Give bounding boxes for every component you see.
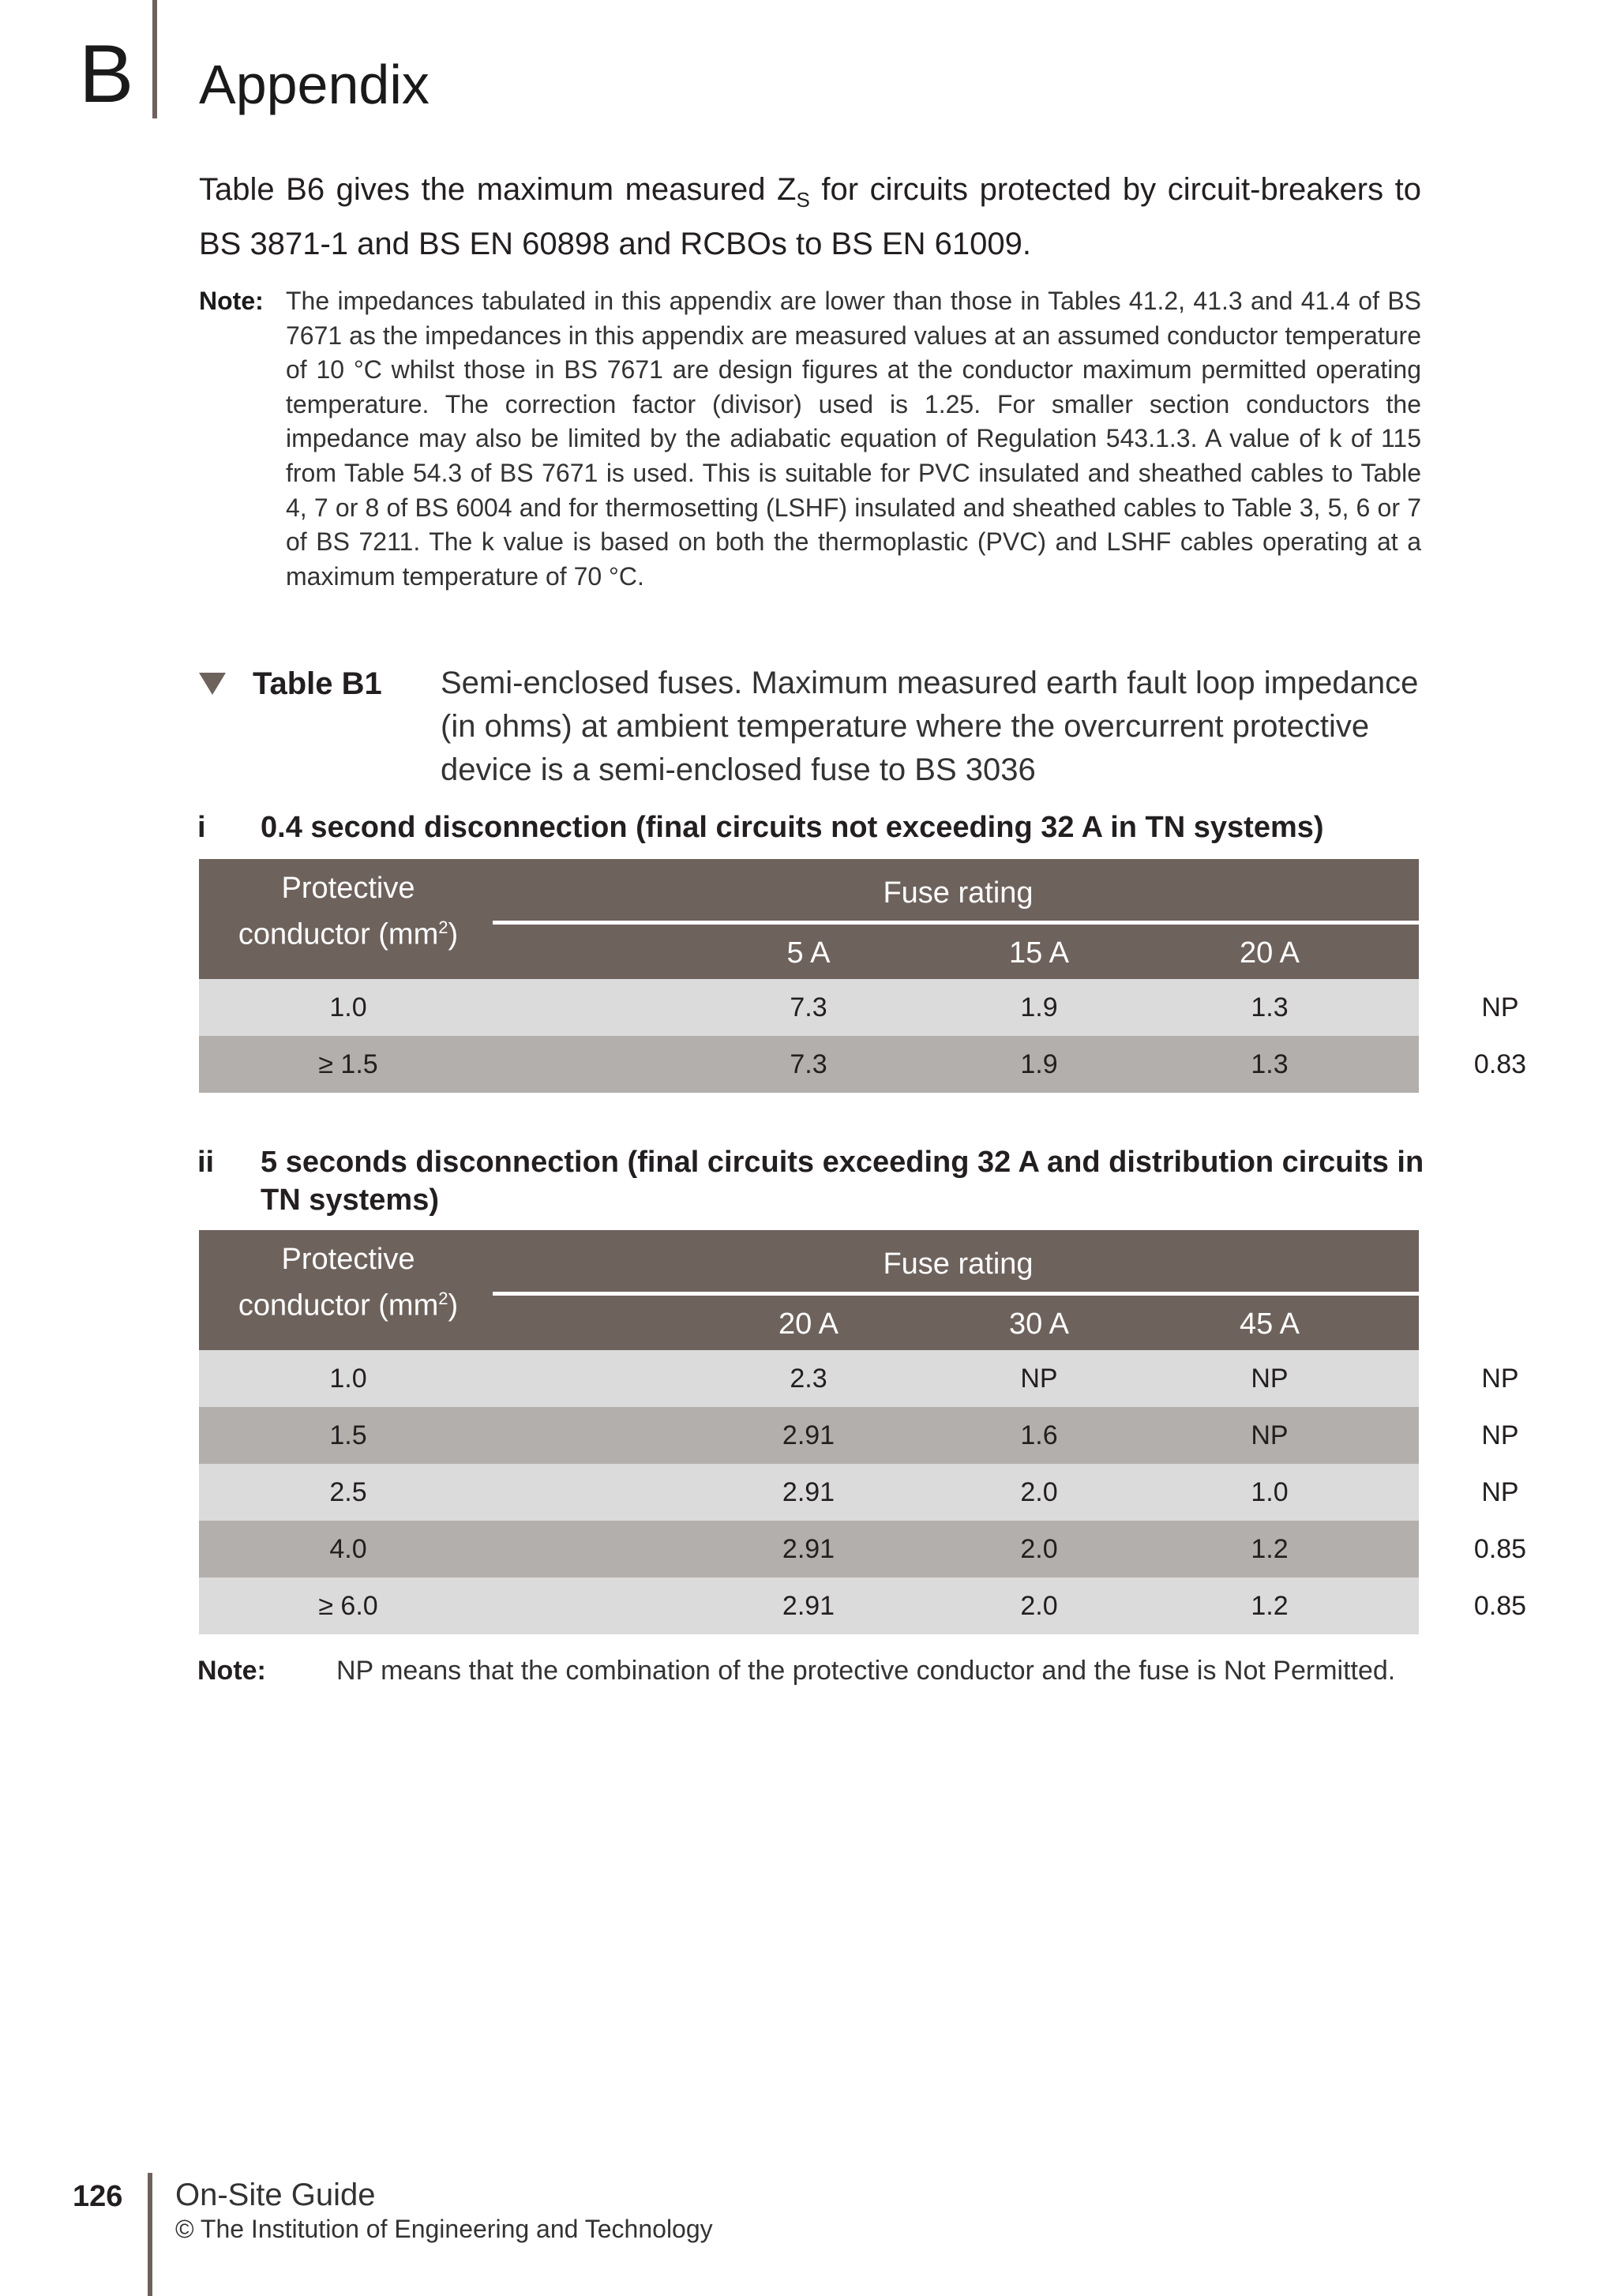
header-line-1: Protective xyxy=(281,1243,415,1276)
table-cell: NP xyxy=(1481,992,1519,1022)
intro-text-b: for circuits protected by circuit-breakers to BS 3871-1 and BS EN 60898 and RCBOs to BS EN 61009. xyxy=(199,172,1422,261)
table-cell: 4.0 xyxy=(329,1534,367,1564)
intro-subscript: S xyxy=(796,188,810,212)
column-header: 30 A xyxy=(1469,936,1531,970)
column-header: 30 A xyxy=(1008,1307,1070,1341)
table-cell: 1.5 xyxy=(329,1420,367,1450)
triangle-bullet-icon xyxy=(199,673,226,695)
table-row xyxy=(199,1350,1519,1407)
column-header: 20 A xyxy=(1239,936,1300,970)
table-row xyxy=(199,1407,1519,1464)
protective-conductor-header xyxy=(199,869,497,955)
table-cell: ≥ 1.5 xyxy=(318,1049,378,1079)
table-cell: 1.3 xyxy=(1251,1049,1289,1079)
header-line-2 xyxy=(199,908,497,955)
fuse-rating-header: Fuse rating xyxy=(883,1247,1034,1281)
table-cell: 2.91 xyxy=(782,1420,835,1450)
table-cell: 2.0 xyxy=(1020,1534,1058,1564)
table-row xyxy=(199,1521,1527,1578)
table-section-i xyxy=(199,859,1531,1093)
page-number: 126 xyxy=(73,2180,123,2213)
table-cell: NP xyxy=(1251,1364,1289,1394)
table-header xyxy=(199,1230,1531,1350)
table-cell: 2.91 xyxy=(782,1534,835,1564)
table-cell: 1.3 xyxy=(1251,992,1289,1022)
note-label: Note: xyxy=(197,1656,266,1686)
note-text: The impedances tabulated in this appendix are lower than those in Tables 41.2, 41.3 and 41.4 of BS 7671 as the impedances in this appendix are measured values at an assumed conductor temperature of 10 °C whilst those in BS 7671 are design figures at the conductor maximum permitted operating temperature. The correction factor (divisor) used is 1.25. For smaller section conductors the impedance may also be limited by the adiabatic equation of Regulation 543.1.3. A value of k of 115 from Table 54.3 of BS 7671 is used. This is suitable for PVC insulated and sheathed cables to Table 4, 7 or 8 of BS 6004 and for thermosetting (LSHF) insulated and sheathed cables to Table 3, 5, 6 or 7 of BS 7211. The k value is based on both the thermoplastic (PVC) and LSHF cables operating at a maximum temperature of 70 °C. xyxy=(286,287,1421,591)
section-title: 5 seconds disconnection (final circuits exceeding 32 A and distribution circuits in TN systems) xyxy=(261,1146,1424,1217)
note-label: Note: xyxy=(199,287,264,315)
table-cell: 7.3 xyxy=(790,992,827,1022)
fuse-rating-header: Fuse rating xyxy=(883,876,1034,910)
table-cell: NP xyxy=(1020,1364,1058,1394)
table-cell: 1.0 xyxy=(329,1364,367,1394)
table-cell: 2.0 xyxy=(1020,1477,1058,1507)
section-number: i xyxy=(197,811,206,844)
header-unit: conductor (mm xyxy=(238,1289,439,1322)
table-cell: 1.2 xyxy=(1251,1591,1289,1621)
page-title: Appendix xyxy=(199,54,430,115)
table-cell: NP xyxy=(1481,1364,1519,1394)
column-header: 5 A xyxy=(786,936,831,970)
table-heading xyxy=(199,662,1431,796)
header-close: ) xyxy=(448,1289,459,1322)
header-superscript: 2 xyxy=(438,1289,448,1308)
table-row xyxy=(199,979,1519,1036)
section-number: ii xyxy=(197,1146,215,1179)
column-header: 60 A xyxy=(1469,1307,1531,1341)
table-row xyxy=(199,1578,1527,1634)
header-line-1: Protective xyxy=(281,872,415,905)
section-title: 0.4 second disconnection (final circuits not exceeding 32 A in TN systems) xyxy=(261,811,1324,844)
table-cell: 2.0 xyxy=(1020,1591,1058,1621)
column-header: 15 A xyxy=(1008,936,1070,970)
intro-text-a: Table B6 gives the maximum measured Z xyxy=(199,172,797,207)
header-close: ) xyxy=(448,917,459,951)
header-unit: conductor (mm xyxy=(238,917,439,951)
table-cell: 1.2 xyxy=(1251,1534,1289,1564)
table-cell: 7.3 xyxy=(790,1049,827,1079)
column-header: 20 A xyxy=(778,1307,839,1341)
table-cell: 2.3 xyxy=(790,1364,827,1394)
header-superscript: 2 xyxy=(438,917,448,937)
chapter-divider xyxy=(152,0,157,118)
header-line-2 xyxy=(199,1279,497,1326)
column-header: 45 A xyxy=(1239,1307,1300,1341)
note-text: NP means that the combination of the protective conductor and the fuse is Not Permitted. xyxy=(336,1656,1396,1686)
table-cell: 0.85 xyxy=(1473,1591,1527,1621)
table-cell: NP xyxy=(1481,1420,1519,1450)
footer-divider xyxy=(148,2173,152,2296)
table-id: Table B1 xyxy=(253,666,382,701)
table-cell: 1.6 xyxy=(1020,1420,1058,1450)
header-divider xyxy=(493,1292,1419,1296)
table-row xyxy=(199,1036,1527,1093)
table-section-ii xyxy=(199,1230,1531,1634)
table-cell: NP xyxy=(1251,1420,1289,1450)
header-divider xyxy=(493,921,1419,925)
table-cell: 2.91 xyxy=(782,1591,835,1621)
chapter-letter: B xyxy=(79,28,134,120)
table-row xyxy=(199,1464,1519,1521)
note-block xyxy=(199,284,1421,594)
protective-conductor-header xyxy=(199,1240,497,1326)
table-caption: Semi-enclosed fuses. Maximum measured earth fault loop impedance (in ohms) at ambient temperature where the overcurrent protective device is a semi-enclosed fuse to BS 3036 xyxy=(441,666,1419,787)
table-cell: 1.0 xyxy=(1251,1477,1289,1507)
book-title: On-Site Guide xyxy=(175,2178,376,2212)
table-cell: ≥ 6.0 xyxy=(318,1591,378,1621)
table-cell: 1.9 xyxy=(1020,1049,1058,1079)
intro-paragraph xyxy=(199,167,1421,266)
table-cell: 1.0 xyxy=(329,992,367,1022)
copyright: © The Institution of Engineering and Technology xyxy=(175,2215,713,2243)
table-header xyxy=(199,859,1531,979)
table-cell: 0.85 xyxy=(1473,1534,1527,1564)
table-cell: 1.9 xyxy=(1020,992,1058,1022)
table-cell: 2.91 xyxy=(782,1477,835,1507)
table-cell: 2.5 xyxy=(329,1477,367,1507)
table-cell: NP xyxy=(1481,1477,1519,1507)
table-cell: 0.83 xyxy=(1473,1049,1527,1079)
